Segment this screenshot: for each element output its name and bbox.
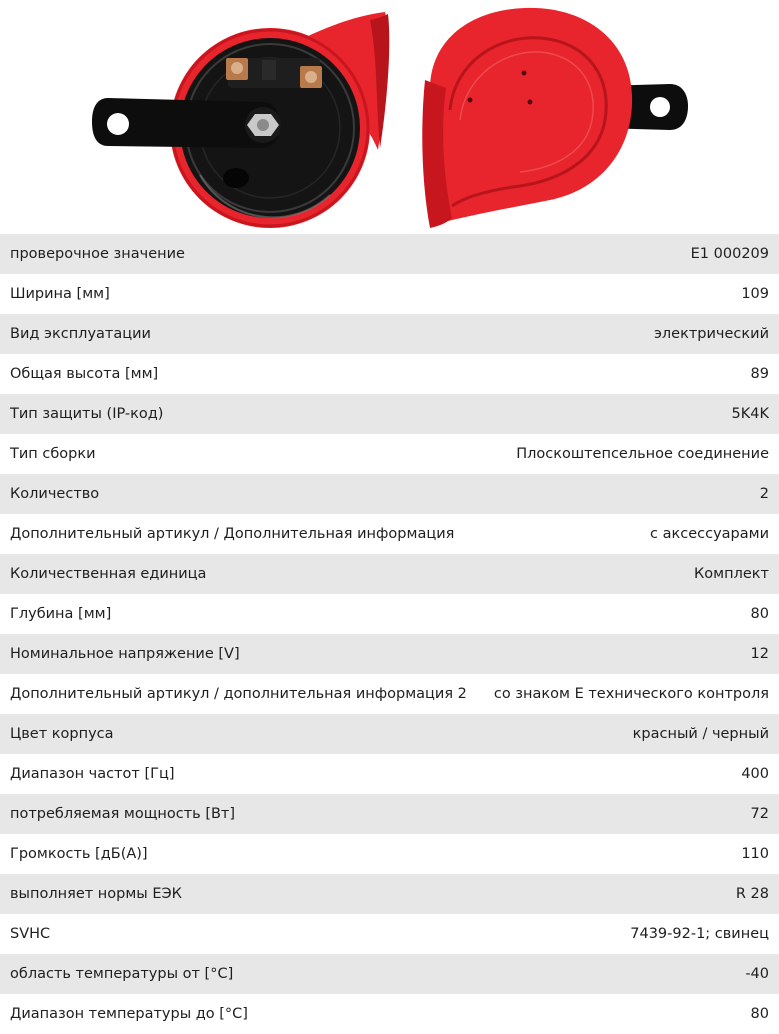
spec-value: R 28 bbox=[735, 886, 769, 902]
spec-value: 5K4K bbox=[731, 406, 769, 422]
spec-value: красный / черный bbox=[632, 726, 769, 742]
spec-value: 2 bbox=[759, 486, 769, 502]
spec-row-power-consumption bbox=[0, 794, 779, 834]
horn-back-view bbox=[92, 12, 389, 228]
spec-value: с аксессуарами bbox=[650, 526, 769, 542]
spec-row-test-value bbox=[0, 234, 779, 274]
spec-row-rated-voltage bbox=[0, 634, 779, 674]
spec-value: 109 bbox=[741, 286, 769, 302]
spec-label: Ширина [мм] bbox=[10, 286, 110, 302]
product-image bbox=[0, 0, 779, 234]
spec-label: область температуры от [°C] bbox=[10, 966, 234, 982]
spec-label: Тип защиты (IP-код) bbox=[10, 406, 164, 422]
spec-row-housing-color bbox=[0, 714, 779, 754]
bracket-hole-icon bbox=[107, 113, 129, 135]
spec-value: электрический bbox=[653, 326, 769, 342]
spec-row-frequency-range bbox=[0, 754, 779, 794]
spec-label: потребляемая мощность [Вт] bbox=[10, 806, 236, 822]
spec-label: выполняет нормы ЕЭК bbox=[10, 886, 182, 902]
horn-illustration bbox=[0, 0, 779, 234]
spec-row-assembly-type bbox=[0, 434, 779, 474]
bracket-hole-icon bbox=[650, 97, 670, 117]
spec-row-temperature-from bbox=[0, 954, 779, 994]
spec-value: 80 bbox=[750, 606, 769, 622]
spec-value: Комплект bbox=[694, 566, 769, 582]
spec-label: Дополнительный артикул / Дополнительная информация bbox=[10, 526, 455, 542]
spec-value: со знаком Е технического контроля bbox=[493, 686, 769, 702]
spec-label: Цвет корпуса bbox=[10, 726, 114, 742]
spec-label: Общая высота [мм] bbox=[10, 366, 159, 382]
spec-label: Дополнительный артикул / дополнительная информация 2 bbox=[10, 686, 467, 702]
spec-label: Количество bbox=[10, 486, 100, 502]
spec-row-width bbox=[0, 274, 779, 314]
spec-value: 7439-92-1; свинец bbox=[630, 926, 769, 942]
spec-label: SVHC bbox=[10, 926, 51, 942]
spec-table bbox=[0, 234, 779, 1034]
spec-row-additional-info-2 bbox=[0, 674, 779, 714]
spec-label: проверочное значение bbox=[10, 246, 185, 262]
horn-front-view bbox=[422, 8, 688, 228]
spec-row-total-height bbox=[0, 354, 779, 394]
spec-value: -40 bbox=[745, 966, 769, 982]
spec-row-quantity-unit bbox=[0, 554, 779, 594]
spec-row-depth bbox=[0, 594, 779, 634]
spec-label: Громкость [дБ(A)] bbox=[10, 846, 148, 862]
spec-label: Тип сборки bbox=[10, 446, 96, 462]
spec-row-ece-norms bbox=[0, 874, 779, 914]
spec-row-quantity bbox=[0, 474, 779, 514]
spec-value: 12 bbox=[750, 646, 769, 662]
spec-value: 110 bbox=[741, 846, 769, 862]
spec-value: E1 000209 bbox=[690, 246, 769, 262]
spec-label: Вид эксплуатации bbox=[10, 326, 151, 342]
spec-value: 89 bbox=[750, 366, 769, 382]
spec-label: Количественная единица bbox=[10, 566, 207, 582]
spec-row-ip-code bbox=[0, 394, 779, 434]
spec-value: 80 bbox=[750, 1006, 769, 1022]
spec-row-temperature-to bbox=[0, 994, 779, 1034]
spec-label: Диапазон температуры до [°C] bbox=[10, 1006, 248, 1022]
spec-row-operation-type bbox=[0, 314, 779, 354]
spec-value: 72 bbox=[750, 806, 769, 822]
spec-label: Глубина [мм] bbox=[10, 606, 112, 622]
spec-row-loudness bbox=[0, 834, 779, 874]
spec-row-additional-info bbox=[0, 514, 779, 554]
spec-value: 400 bbox=[741, 766, 769, 782]
spec-value: Плоскоштепсельное соединение bbox=[516, 446, 769, 462]
spec-row-svhc bbox=[0, 914, 779, 954]
spec-label: Диапазон частот [Гц] bbox=[10, 766, 175, 782]
spec-label: Номинальное напряжение [V] bbox=[10, 646, 240, 662]
